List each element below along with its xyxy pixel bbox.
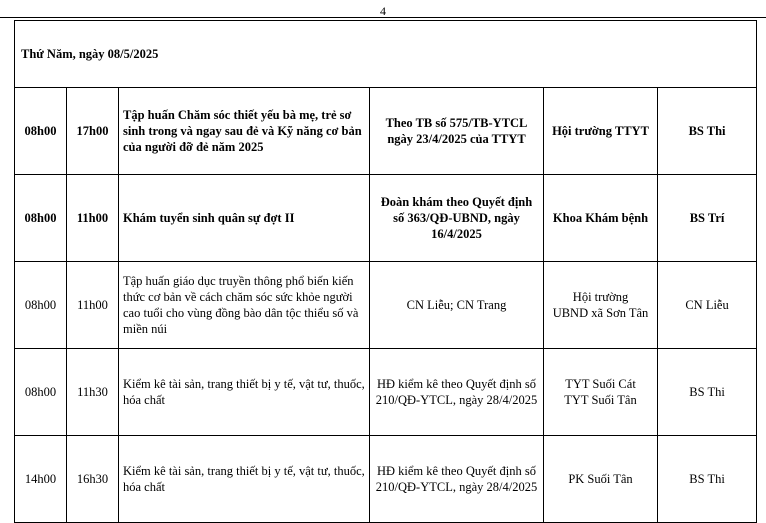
table-row bbox=[15, 88, 757, 175]
start-time-cell: 08h00 bbox=[15, 349, 67, 436]
basis-cell: Đoàn khám theo Quyết định số 363/QĐ-UBND, ngày 16/4/2025 bbox=[370, 175, 544, 262]
end-time-cell: 16h30 bbox=[67, 436, 119, 523]
place-line: Hội trường bbox=[572, 290, 629, 304]
end-time-cell: 11h30 bbox=[67, 349, 119, 436]
basis-cell: HĐ kiểm kê theo Quyết định số 210/QĐ-YTCL, ngày 28/4/2025 bbox=[370, 349, 544, 436]
table-row bbox=[15, 349, 757, 436]
place-line: TYT Suối Cát bbox=[565, 377, 636, 391]
lead-cell: CN Liễu bbox=[658, 262, 757, 349]
day-heading: Thứ Năm, ngày 08/5/2025 bbox=[15, 21, 757, 88]
lead-cell: BS Thi bbox=[658, 88, 757, 175]
schedule-table bbox=[14, 20, 757, 523]
content-cell: Tập huấn giáo dục truyền thông phổ biến kiến thức cơ bản về cách chăm sóc sức khỏe người cao tuổi cho vùng đồng bào dân tộc thiểu số và miền núi bbox=[119, 262, 370, 349]
content-cell: Tập huấn Chăm sóc thiết yếu bà mẹ, trẻ sơ sinh trong và ngay sau đẻ và Kỹ năng cơ bản của người đỡ đẻ năm 2025 bbox=[119, 88, 370, 175]
place-line: TYT Suối Tân bbox=[564, 393, 637, 407]
end-time-cell: 11h00 bbox=[67, 175, 119, 262]
basis-cell: CN Liễu; CN Trang bbox=[370, 262, 544, 349]
place-cell bbox=[544, 349, 658, 436]
content-cell: Khám tuyển sinh quân sự đợt II bbox=[119, 175, 370, 262]
end-time-cell: 11h00 bbox=[67, 262, 119, 349]
end-time-cell: 17h00 bbox=[67, 88, 119, 175]
lead-cell: BS Thi bbox=[658, 349, 757, 436]
page-number: 4 bbox=[380, 4, 386, 18]
start-time-cell: 08h00 bbox=[15, 262, 67, 349]
lead-cell: BS Thi bbox=[658, 436, 757, 523]
table-row bbox=[15, 175, 757, 262]
place-cell bbox=[544, 262, 658, 349]
place-line: UBND xã Sơn Tân bbox=[552, 306, 649, 320]
place-cell bbox=[544, 436, 658, 523]
basis-cell: HĐ kiểm kê theo Quyết định số 210/QĐ-YTCL, ngày 28/4/2025 bbox=[370, 436, 544, 523]
content-cell: Kiểm kê tài sản, trang thiết bị y tế, vật tư, thuốc, hóa chất bbox=[119, 436, 370, 523]
start-time-cell: 08h00 bbox=[15, 175, 67, 262]
day-heading-row bbox=[15, 21, 757, 88]
place-cell bbox=[544, 88, 658, 175]
header-rule bbox=[0, 17, 766, 18]
place-cell bbox=[544, 175, 658, 262]
start-time-cell: 08h00 bbox=[15, 88, 67, 175]
place-line: Hội trường TTYT bbox=[552, 124, 649, 138]
place-line: Khoa Khám bệnh bbox=[552, 211, 649, 225]
table-row bbox=[15, 262, 757, 349]
place-line: PK Suối Tân bbox=[568, 472, 633, 486]
table-row bbox=[15, 436, 757, 523]
start-time-cell: 14h00 bbox=[15, 436, 67, 523]
lead-cell: BS Trí bbox=[658, 175, 757, 262]
content-cell: Kiểm kê tài sản, trang thiết bị y tế, vật tư, thuốc, hóa chất bbox=[119, 349, 370, 436]
basis-cell: Theo TB số 575/TB-YTCL ngày 23/4/2025 của TTYT bbox=[370, 88, 544, 175]
